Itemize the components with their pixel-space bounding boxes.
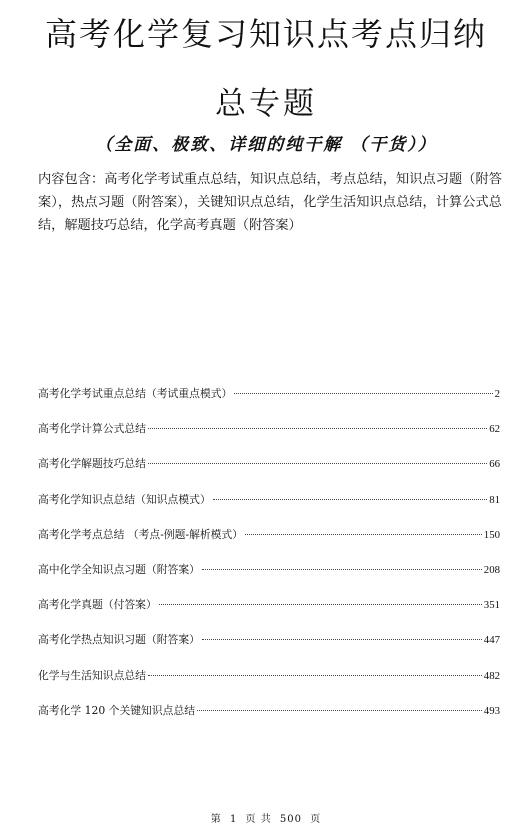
toc-entry[interactable] [38, 492, 500, 527]
toc-entry-page: 208 [483, 563, 500, 576]
toc-entry-page: 2 [494, 388, 500, 400]
toc-entry-page: 482 [483, 669, 500, 682]
toc-entry-page: 351 [483, 599, 500, 612]
toc-entry-label: 高考化学考点总结 （考点-例题-解析模式） [38, 527, 244, 541]
toc-dot-leader [202, 568, 482, 570]
toc-dot-leader [213, 498, 487, 500]
toc-entry-label: 高考化学真题（付答案） [38, 598, 157, 612]
toc-entry[interactable] [38, 421, 500, 456]
toc-entry-label: 高考化学解题技巧总结 [38, 457, 146, 471]
footer-prefix: 第 [210, 814, 222, 825]
toc-entry-label: 高考化学计算公式总结 [38, 422, 146, 436]
toc-entry-page: 150 [483, 528, 500, 541]
toc-entry-label: 高中化学全知识点习题（附答案） [38, 562, 200, 576]
toc-entry[interactable] [38, 562, 500, 597]
footer-suffix: 页 [310, 814, 322, 825]
toc-entry[interactable] [38, 632, 500, 667]
footer-current-page: 1 [229, 814, 238, 825]
toc-entry-page: 66 [489, 458, 500, 471]
toc-entry[interactable] [38, 668, 500, 703]
toc-dot-leader [245, 533, 482, 535]
toc-entry-label: 化学与生活知识点总结 [38, 668, 146, 682]
document-title: 高考化学复习知识点考点归纳 [44, 15, 487, 53]
page-footer [0, 810, 532, 825]
document-title-line2: 总专题 [215, 86, 317, 122]
toc-dot-leader [148, 427, 487, 429]
toc-entry[interactable] [38, 456, 500, 491]
toc-dot-leader [159, 603, 482, 605]
toc-entry-page: 62 [489, 423, 500, 436]
toc-entry-label: 高考化学知识点总结（知识点模式） [38, 492, 211, 506]
toc-entry[interactable] [38, 527, 500, 562]
toc-dot-leader [148, 462, 487, 464]
toc-entry-page: 81 [489, 493, 500, 506]
intro-paragraph: 内容包含：高考化学考试重点总结，知识点总结，考点总结，知识点习题（附答案），热点习题（附答案），关键知识点总结，化学生活知识点总结，计算公式总结，解题技巧总结，化学高考真题（附答案） [38, 172, 502, 233]
footer-total-pages: 500 [279, 814, 303, 825]
toc-entry-page: 493 [483, 704, 500, 717]
toc-entry[interactable] [38, 703, 500, 738]
toc-entry-label: 高考化学热点知识习题（附答案） [38, 633, 200, 647]
toc-entry[interactable] [38, 386, 500, 421]
toc-dot-leader [234, 392, 492, 394]
document-subtitle: （全面、极致、详细的纯干解 （干货）） [95, 135, 437, 155]
footer-middle: 页 共 [245, 814, 272, 825]
toc-entry-label: 高考化学考试重点总结（考试重点模式） [38, 387, 233, 400]
toc-dot-leader [197, 709, 482, 711]
toc-entry-label: 高考化学 120 个关键知识点总结 [38, 703, 196, 717]
table-of-contents [38, 386, 500, 738]
toc-dot-leader [148, 674, 482, 676]
toc-entry[interactable] [38, 597, 500, 632]
toc-dot-leader [202, 638, 482, 640]
toc-entry-page: 447 [483, 634, 500, 647]
